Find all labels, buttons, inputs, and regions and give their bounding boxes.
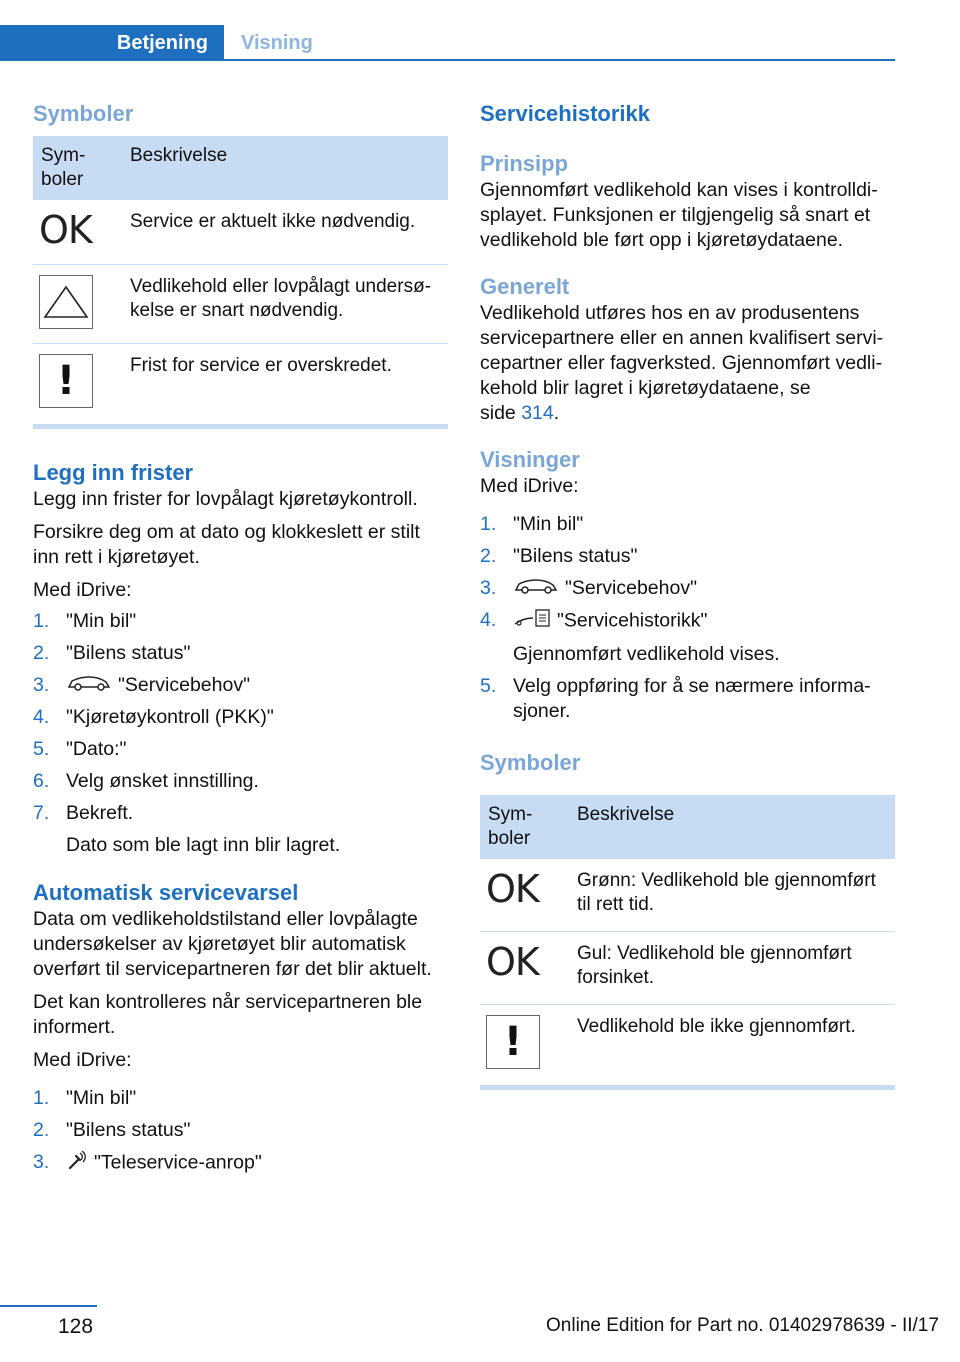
service-history-icon	[513, 608, 551, 635]
list-item: 3. "Teleservice-anrop"	[33, 1150, 448, 1177]
auto-service-p2: Det kan kontrolleres når servicepartneren ble informert.	[33, 991, 423, 1039]
auto-service-idrive: Med iDrive:	[33, 1049, 132, 1072]
views-heading: Visninger	[480, 447, 580, 472]
chapter-tab-bar	[0, 25, 895, 61]
tab-betjening[interactable]: Betjening	[0, 25, 224, 61]
table-row	[33, 200, 448, 265]
ok-icon: OK	[486, 867, 539, 912]
table-row	[480, 859, 895, 932]
deadlines-heading: Legg inn frister	[33, 460, 194, 485]
symbols-heading-right: Symboler	[480, 750, 581, 776]
row-description: Vedlikehold eller lovpålagt undersø- kelse er snart nødvendig.	[122, 265, 448, 344]
car-icon	[66, 673, 112, 698]
auto-service-heading: Automatisk servicevarsel	[33, 880, 299, 906]
symbols-table-right	[480, 795, 895, 1090]
list-item: 2. "Bilens status"	[480, 545, 638, 567]
list-item: 4. "Servicehistorikk" Gjennomført vedlikehold vises.	[480, 609, 780, 666]
car-icon	[513, 576, 559, 601]
views-idrive: Med iDrive:	[480, 475, 579, 497]
principle-text: Gjennomført vedlikehold kan vises i kontrolldi- splayet. Funksjonen er tilgjengelig så snart et vedlikehold ble ført opp i kjøretøydataene.	[480, 179, 878, 251]
list-item: 2. "Bilens status"	[33, 642, 191, 664]
list-item: 7. Bekreft. Dato som ble lagt inn blir lagret.	[33, 802, 341, 857]
table-header-symbols: Sym- boler	[33, 136, 122, 200]
general-text: Vedlikehold utføres hos en av produsentens servicepartnere eller en annen kvalifisert servi- cepartner eller fagverksted. Gjennomført vedli- kehold blir lagret i kjøretøydataene, se side 314.	[480, 302, 884, 424]
list-item: 5. "Dato:"	[33, 738, 127, 761]
exclamation-icon: !	[39, 354, 93, 408]
list-item: 1. "Min bil"	[33, 610, 137, 632]
symbols-table-left	[33, 136, 448, 429]
edition-note: Online Edition for Part no. 01402978639 - II/17	[546, 1315, 939, 1336]
table-row	[480, 1005, 895, 1088]
footer-rule	[0, 1305, 97, 1307]
auto-service-p1: Data om vedlikeholdstilstand eller lovpålagte undersøkelser av kjøretøyet blir automatisk overført til servicepartneren før det blir aktuelt.	[33, 908, 432, 981]
general-heading: Generelt	[480, 274, 570, 299]
row-description: Frist for service er overskredet.	[122, 344, 448, 427]
row-description: Service er aktuelt ikke nødvendig.	[122, 200, 448, 265]
list-item: 2. "Bilens status"	[33, 1119, 191, 1142]
warning-triangle-icon	[39, 275, 93, 329]
wrench-signal-icon	[66, 1150, 88, 1177]
table-row	[480, 932, 895, 1005]
list-item: 1. "Min bil"	[33, 1087, 137, 1110]
list-item: 4. "Kjøretøykontroll (PKK)"	[33, 706, 274, 729]
left-column	[33, 100, 448, 1184]
row-description: Vedlikehold ble ikke gjennomført.	[569, 1005, 895, 1088]
table-row	[33, 265, 448, 344]
table-header-description: Beskrivelse	[569, 795, 895, 859]
table-row	[33, 344, 448, 427]
exclamation-icon: !	[486, 1015, 540, 1069]
tab-bar-rule	[0, 59, 895, 61]
row-description: Grønn: Vedlikehold ble gjennomført til rett tid.	[569, 859, 895, 932]
page-number: 128	[58, 1315, 94, 1338]
views-steps	[480, 512, 895, 724]
service-history-heading: Servicehistorikk	[480, 101, 650, 126]
list-item: 3. "Servicebehov"	[480, 576, 895, 601]
page-link-314[interactable]: 314	[521, 402, 554, 424]
table-header-description: Beskrivelse	[122, 136, 448, 200]
tab-visning[interactable]: Visning	[241, 32, 313, 54]
list-item: 6. Velg ønsket innstilling.	[33, 770, 259, 793]
deadlines-steps	[33, 609, 448, 858]
ok-icon: OK	[39, 208, 92, 252]
list-item: 5. Velg oppføring for å se nærmere informa- sjoner.	[480, 675, 871, 723]
list-item: 3. "Servicebehov"	[33, 673, 448, 698]
principle-heading: Prinsipp	[480, 151, 569, 176]
deadlines-intro: Legg inn frister for lovpålagt kjøretøykontroll.	[33, 488, 418, 510]
list-item: 1. "Min bil"	[480, 513, 584, 535]
auto-service-steps	[33, 1086, 448, 1177]
deadlines-note: Forsikre deg om at dato og klokkeslett er stilt inn rett i kjøretøyet.	[33, 521, 420, 568]
row-description: Gul: Vedlikehold ble gjennomført forsinket.	[569, 932, 895, 1005]
table-header-symbols: Sym- boler	[480, 795, 569, 859]
symbols-heading: Symboler	[33, 101, 134, 126]
right-column	[480, 100, 895, 1090]
ok-icon: OK	[486, 940, 539, 985]
deadlines-idrive: Med iDrive:	[33, 579, 132, 601]
